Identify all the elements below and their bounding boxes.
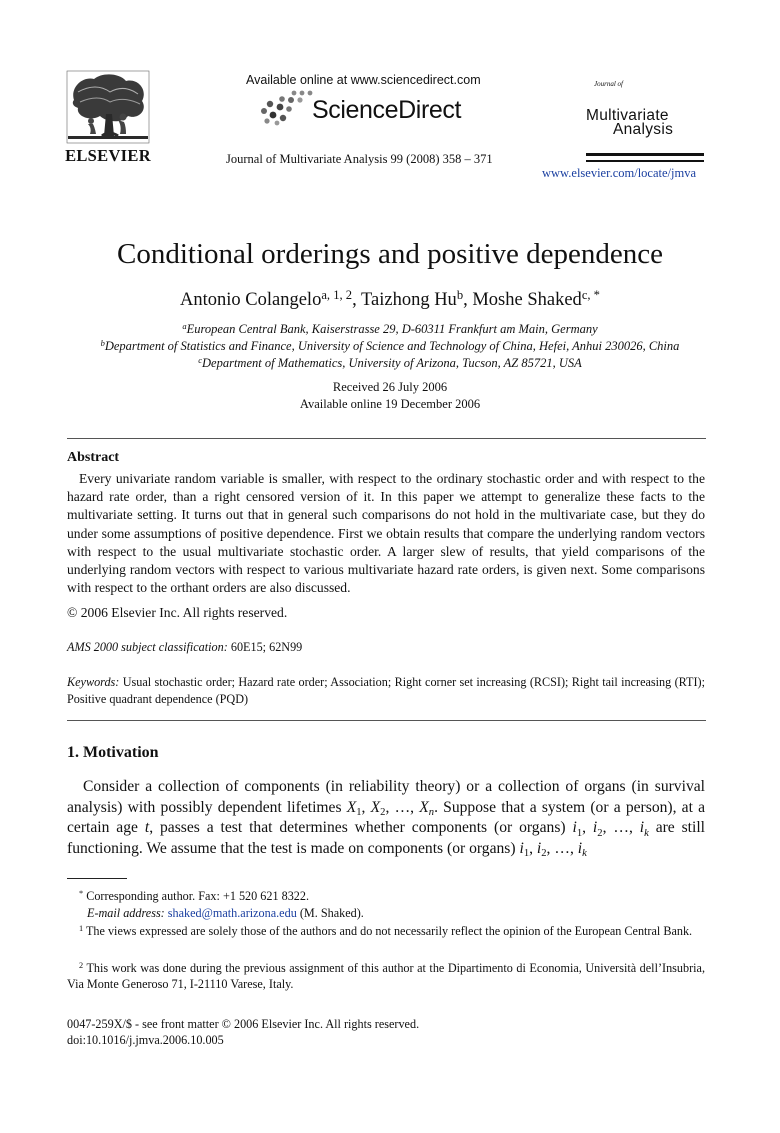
author-marks: a, 1, 2 — [321, 288, 353, 303]
article-title: Conditional orderings and positive dependence — [116, 238, 664, 270]
ams-classification — [67, 640, 302, 655]
divider — [67, 438, 706, 439]
section-heading: 1. Motivation — [67, 744, 159, 761]
journal-logo-line2: Analysis — [613, 121, 674, 138]
affiliation: $^b$Department of Statistics and Finance, University of Science and Technology of China, Hefei, Anhui 230026, China — [100, 338, 680, 353]
abstract-text: Every univariate random variable is smaller, with respect to the ordinary stochastic order and with respect to the hazard rate order, than a right censored version of it. In this paper we attempt to generalize these facts to the multivariate setting. It turns out that in general such comparisons do not hold in the multivariate case, but they do under some assumptions of positive dependence. First we obtain results that compare the underlying random vectors with respect to the usual multivariate stochastic order. A larger slew of results, that yield comparisons of the underlying random vectors with respect to various multivariate hazard rate orders, is given next. Some comparisons with respect to the orthant orders are also discussed. — [67, 471, 705, 596]
copyright-line: © 2006 Elsevier Inc. All rights reserved. — [67, 605, 288, 620]
ams-value: 60E15; 62N99 — [230, 640, 303, 654]
divider — [67, 720, 706, 721]
journal-url-link[interactable]: www.elsevier.com/locate/jmva — [542, 166, 696, 180]
available-online-text[interactable]: Available online at www.sciencedirect.com — [246, 73, 481, 87]
section-paragraph: Consider a collection of components (in reliability theory) or a collection of organs (in survival analysis) with possibly dependent lifetimes $X_1$, $X_2$, …, $X_n$. Suppose that a system (or a person), at a certain age t, passes a test that determines whether components (or organs) $i_1$, $i_2$, …, $i_k$ are still functioning. We assume that the test is made on components (or organs) $i_1$, $i_2$, …, $i_k$ — [67, 778, 706, 860]
sciencedirect-wordmark: ScienceDirect — [312, 96, 462, 124]
doi-link[interactable]: doi:10.1016/j.jmva.2006.10.005 — [67, 1033, 224, 1047]
keywords-value: Usual stochastic order; Hazard rate order; Association; Right corner set increasing (RCSI); Right tail increasing (RTI); Positive quadrant dependence (PQD) — [67, 675, 705, 706]
footnote-corresponding: * Corresponding author. Fax: +1 520 621 8322. — [79, 889, 310, 903]
footnote-2: $^2$ This work was done during the previous assignment of this author at the Dipartimento di Economia, Università dell’Insubria, Via Monte Generoso 71, I-21110 Varese, Italy. — [67, 961, 705, 991]
author-marks: c, * — [581, 288, 600, 303]
journal-citation: Journal of Multivariate Analysis 99 (2008) 358 – 371 — [226, 152, 493, 166]
elsevier-wordmark: ELSEVIER — [65, 146, 151, 165]
keywords — [67, 674, 705, 707]
author-name: Antonio Colangelo — [180, 290, 322, 310]
journal-logo-small: Journal of — [594, 80, 623, 88]
header-rule — [586, 160, 704, 162]
received-date: Received 26 July 2006 — [332, 380, 448, 394]
affiliation: $^c$Department of Mathematics, University of Arizona, Tucson, AZ 85721, USA — [198, 355, 582, 370]
sciencedirect-dots-icon — [258, 88, 318, 126]
ams-label: AMS 2000 subject classification: — [67, 640, 228, 654]
abstract-heading: Abstract — [67, 450, 120, 465]
online-date: Available online 19 December 2006 — [299, 397, 481, 411]
email-link[interactable]: shaked@math.arizona.edu — [167, 906, 297, 920]
author-name: Moshe Shaked — [472, 290, 582, 310]
footnote-1: $^1$ The views expressed are solely those of the authors and do not necessarily reflect the opinion of the European Central Bank. — [79, 924, 693, 938]
affiliation: $^a$European Central Bank, Kaiserstrasse 29, D-60311 Frankfurt am Main, Germany — [182, 321, 598, 336]
author-marks: b — [456, 288, 464, 303]
journal-logo-line1: Multivariate — [586, 107, 669, 124]
author-name: Taizhong Hu — [361, 290, 457, 310]
journal-logo — [586, 76, 704, 156]
keywords-label: Keywords: — [67, 675, 120, 689]
author-list: Antonio Colangelo$^{a, 1, 2}$, Taizhong Hu$^b$, Moshe Shaked$^{c, *}$ — [180, 288, 600, 310]
issn-line: 0047-259X/$ - see front matter © 2006 Elsevier Inc. All rights reserved. — [67, 1017, 420, 1031]
abstract-body — [67, 470, 705, 597]
footnote-rule — [67, 878, 127, 879]
journal-logo-rule — [586, 153, 704, 156]
section-body — [67, 777, 705, 860]
footnote-email: E-mail address: shaked@math.arizona.edu (M. Shaked). — [87, 906, 364, 920]
